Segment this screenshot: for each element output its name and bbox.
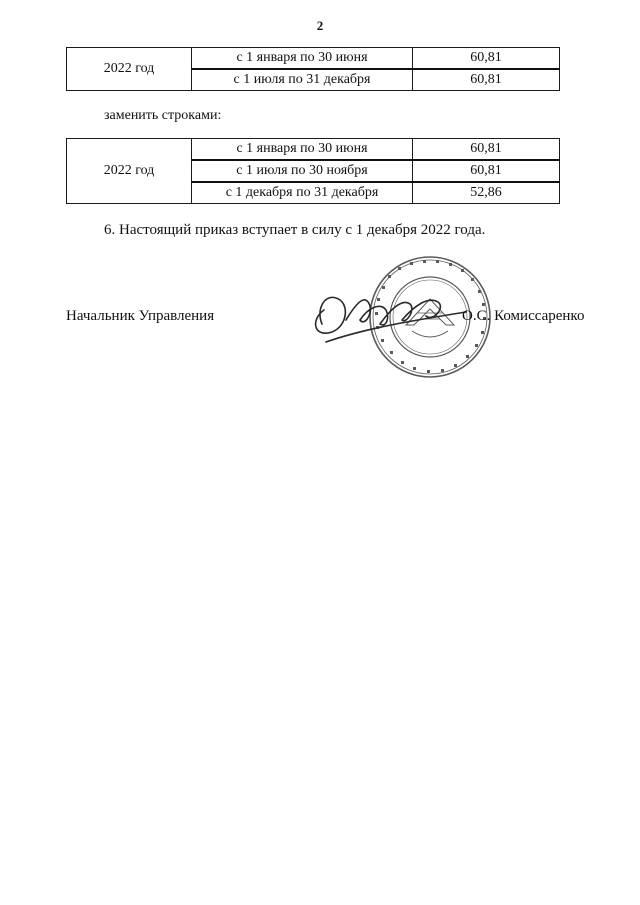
handwritten-signature-icon <box>306 280 476 350</box>
paragraph-effective-date: 6. Настоящий приказ вступает в силу с 1 декабря 2022 года. <box>104 222 486 238</box>
year-cell: 2022 год <box>67 48 192 91</box>
table-row <box>67 48 560 70</box>
value-cell: 52,86 <box>413 182 560 204</box>
period-cell: с 1 июля по 31 декабря <box>192 69 413 91</box>
period-cell: с 1 декабря по 31 декабря <box>192 182 413 204</box>
table-old-rates <box>66 47 560 91</box>
year-cell: 2022 год <box>67 139 192 204</box>
value-cell: 60,81 <box>413 48 560 70</box>
period-cell: с 1 июля по 30 ноября <box>192 160 413 182</box>
signatory-position: Начальник Управления <box>66 308 215 324</box>
replace-label: заменить строками: <box>104 108 222 123</box>
signatory-name: О.С. Комиссаренко <box>462 308 585 324</box>
value-cell: 60,81 <box>413 139 560 161</box>
value-cell: 60,81 <box>413 69 560 91</box>
period-cell: с 1 января по 30 июня <box>192 48 413 70</box>
page-number: 2 <box>316 18 324 33</box>
table-row <box>67 139 560 161</box>
table-new-rates <box>66 138 560 204</box>
value-cell: 60,81 <box>413 160 560 182</box>
period-cell: с 1 января по 30 июня <box>192 139 413 161</box>
